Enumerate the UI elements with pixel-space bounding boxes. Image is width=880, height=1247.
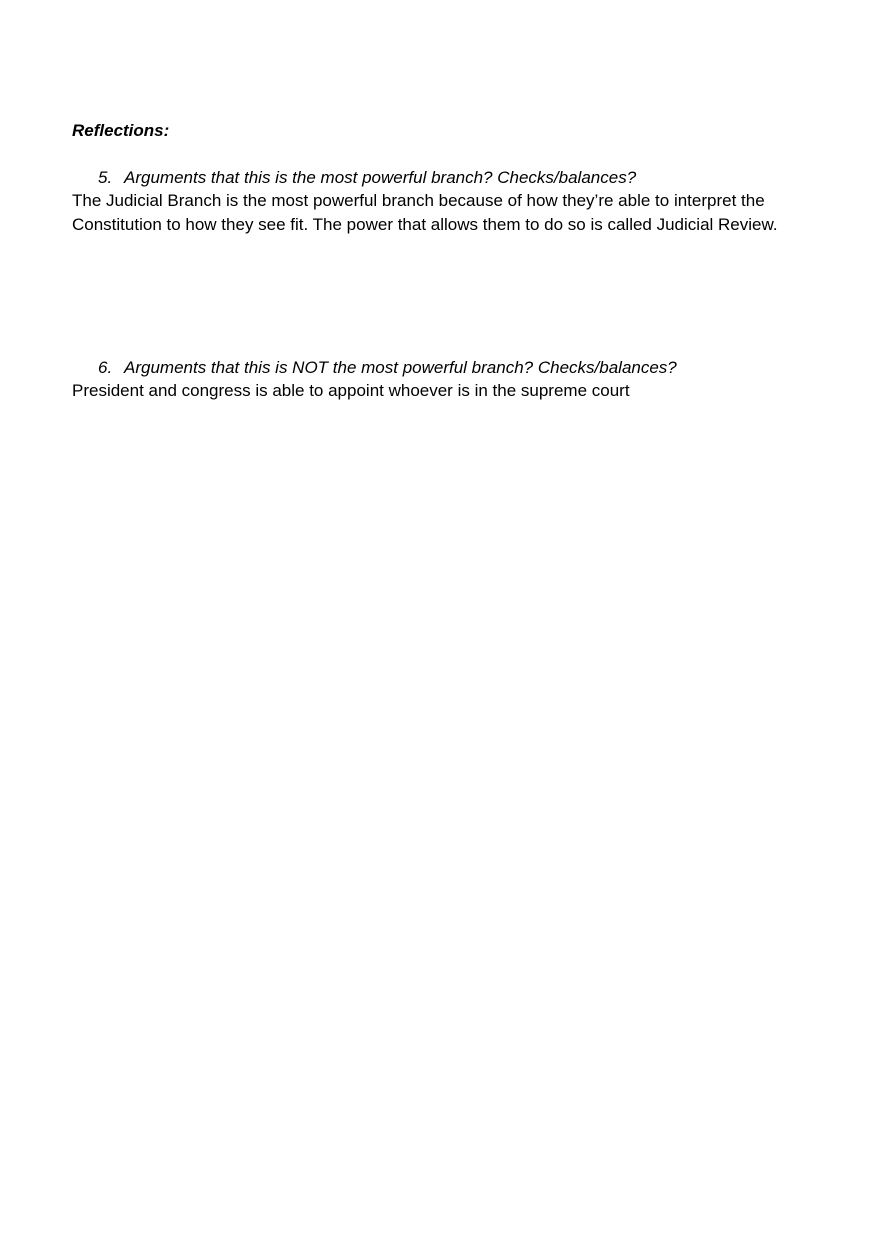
question-number: 5. xyxy=(98,168,113,187)
question-prompt: Arguments that this is NOT the most powerful branch? Checks/balances? xyxy=(124,358,677,377)
answer-6: President and congress is able to appoint whoever is in the supreme court xyxy=(72,381,630,400)
reflections-heading: Reflections: xyxy=(72,121,170,140)
answer-5: The Judicial Branch is the most powerful branch because of how they’re able to interpret the Constitution to how they see fit. The power that allows them to do so is called Judicial Review. xyxy=(72,191,778,234)
question-5 xyxy=(98,167,636,189)
question-6 xyxy=(98,357,677,379)
question-prompt: Arguments that this is the most powerful branch? Checks/balances? xyxy=(124,168,637,187)
question-number: 6. xyxy=(98,358,113,377)
